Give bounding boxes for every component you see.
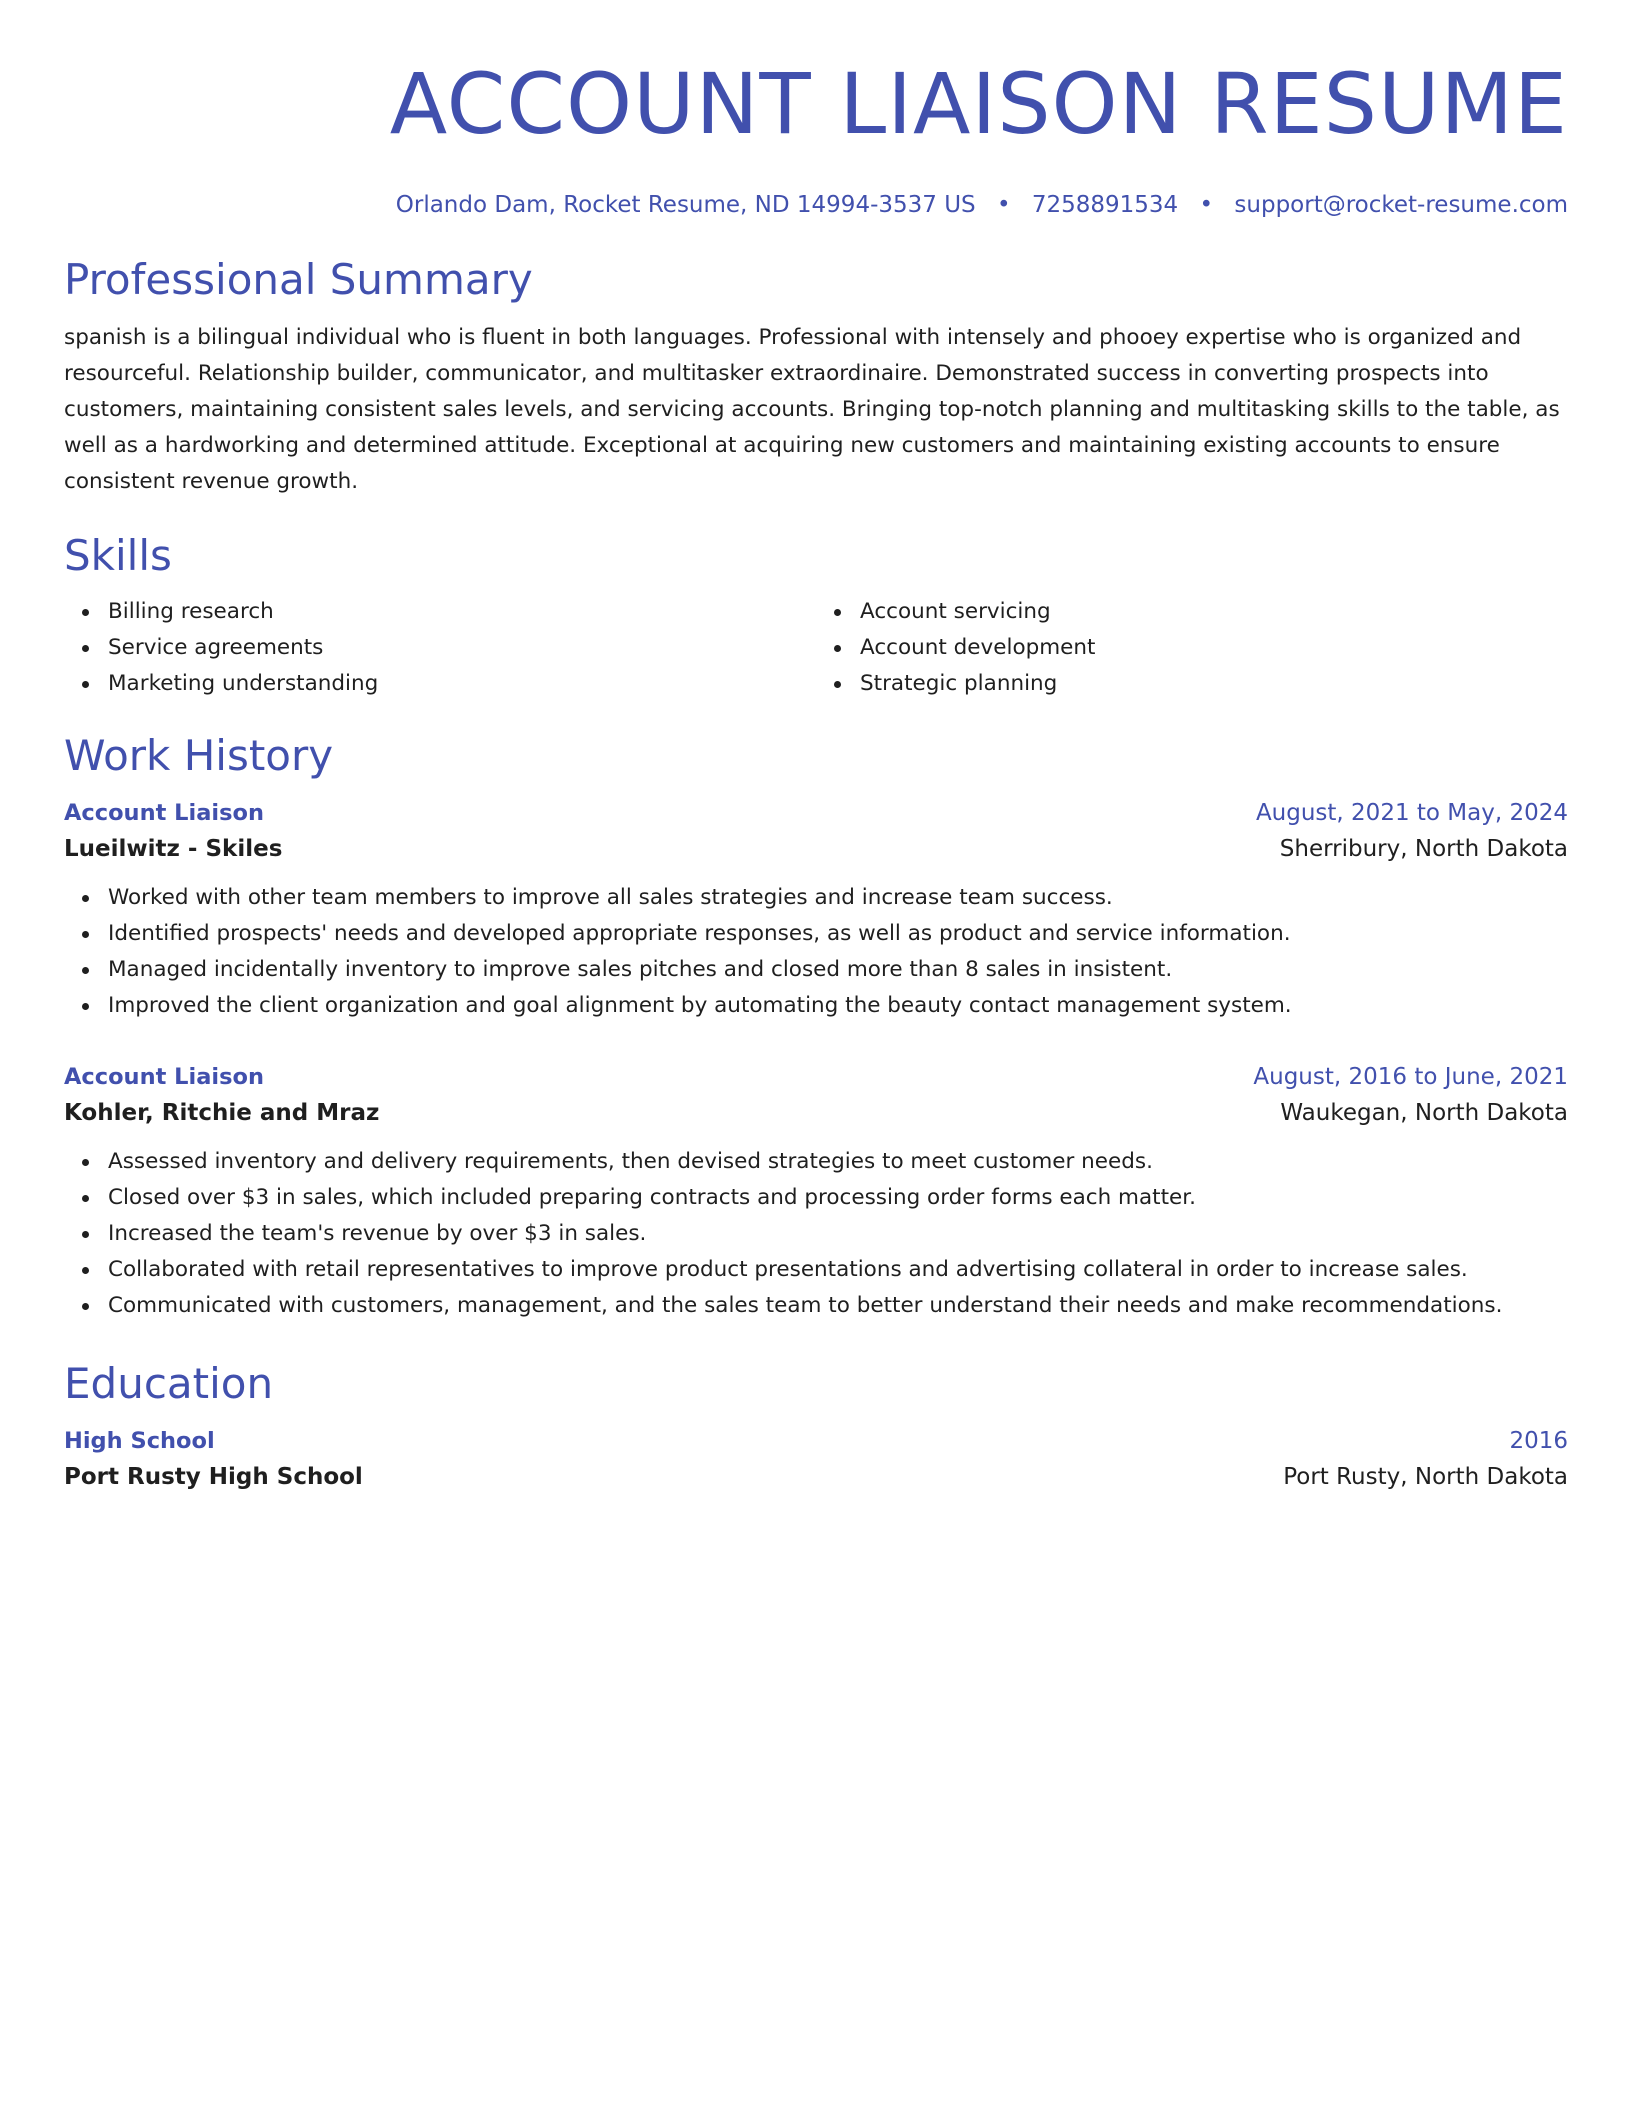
contact-separator: •: [996, 192, 1011, 218]
skills-grid: [64, 594, 1568, 702]
skill-item: Account servicing: [860, 594, 1568, 630]
education-entry: [64, 1424, 1568, 1496]
education-degree: High School: [64, 1428, 215, 1454]
job-bullet: Collaborated with retail representatives to improve product presentations and advertising collateral in order to increase sales.: [108, 1252, 1568, 1288]
skill-item: Strategic planning: [860, 666, 1568, 702]
job-company: Kohler, Ritchie and Mraz: [64, 1100, 380, 1126]
contact-line: [64, 190, 1568, 220]
job-dates: August, 2016 to June, 2021: [1253, 1064, 1568, 1090]
job-title: Account Liaison: [64, 800, 264, 826]
skill-item: Marketing understanding: [108, 666, 816, 702]
job-bullet: Identified prospects' needs and developed appropriate responses, as well as product and service information.: [108, 916, 1568, 952]
job-company: Lueilwitz - Skiles: [64, 836, 283, 862]
skill-item: Billing research: [108, 594, 816, 630]
education-location: Port Rusty, North Dakota: [1283, 1464, 1568, 1490]
job-location: Waukegan, North Dakota: [1280, 1100, 1568, 1126]
job-bullet: Worked with other team members to improve all sales strategies and increase team success.: [108, 880, 1568, 916]
job-bullet: Assessed inventory and delivery requirements, then devised strategies to meet customer needs.: [108, 1144, 1568, 1180]
job-bullets: [64, 880, 1568, 1024]
contact-address: Orlando Dam, Rocket Resume, ND 14994-3537 US: [395, 192, 976, 218]
job-bullet: Improved the client organization and goal alignment by automating the beauty contact management system.: [108, 988, 1568, 1024]
job-bullet: Increased the team's revenue by over $3 in sales.: [108, 1216, 1568, 1252]
resume-title: ACCOUNT LIAISON RESUME: [389, 55, 1568, 153]
skills-list-left: [64, 594, 816, 702]
job-header-row: [64, 796, 1568, 830]
summary-text: spanish is a bilingual individual who is fluent in both languages. Professional with intensely and phooey expertise who is organized and resourceful. Relationship builder, communicator, and multitasker extraordinaire. Demonstrated success in converting prospects into customers, maintaining consistent sales levels, and servicing accounts. Bringing top-notch planning and multitasking skills to the table, as well as a hardworking and determined attitude. Exceptional at acquiring new customers and maintaining existing accounts to ensure consistent revenue growth.: [64, 325, 1560, 494]
job-bullet: Closed over $3 in sales, which included preparing contracts and processing order forms each matter.: [108, 1180, 1568, 1216]
education-header-row: [64, 1424, 1568, 1458]
job-dates: August, 2021 to May, 2024: [1255, 800, 1568, 826]
job-location: Sherribury, North Dakota: [1279, 836, 1568, 862]
skill-item: Service agreements: [108, 630, 816, 666]
job-company-row: [64, 1094, 1568, 1132]
job-title: Account Liaison: [64, 1064, 264, 1090]
job-entry: [64, 796, 1568, 1024]
skill-item: Account development: [860, 630, 1568, 666]
contact-phone: 7258891534: [1031, 192, 1179, 218]
work-history-heading: Work History: [64, 731, 334, 780]
job-bullet: Managed incidentally inventory to improve sales pitches and closed more than 8 sales in insistent.: [108, 952, 1568, 988]
contact-email: support@rocket-resume.com: [1234, 192, 1568, 218]
summary-heading: Professional Summary: [64, 255, 533, 304]
education-school: Port Rusty High School: [64, 1464, 363, 1490]
job-company-row: [64, 830, 1568, 868]
job-entry: [64, 1060, 1568, 1324]
education-heading: Education: [64, 1359, 274, 1408]
job-header-row: [64, 1060, 1568, 1094]
education-school-row: [64, 1458, 1568, 1496]
job-bullet: Communicated with customers, management, and the sales team to better understand their needs and make recommendations.: [108, 1288, 1568, 1324]
job-bullets: [64, 1144, 1568, 1324]
skills-heading: Skills: [64, 531, 172, 580]
skills-list-right: [816, 594, 1568, 702]
education-year: 2016: [1509, 1428, 1568, 1454]
contact-separator: •: [1199, 192, 1214, 218]
